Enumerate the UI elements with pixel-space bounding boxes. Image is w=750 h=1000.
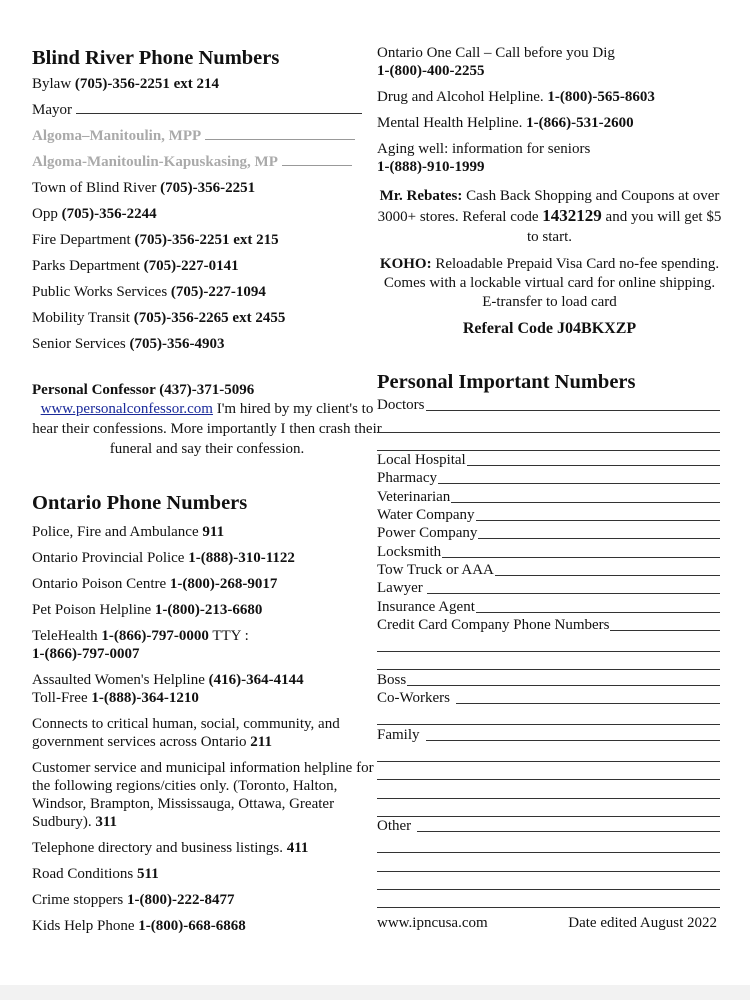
left-column: [32, 44, 382, 935]
directory-label: Telephone directory and business listings.: [32, 840, 283, 856]
mental-row: [377, 114, 722, 132]
mayor-row: [32, 101, 372, 119]
connects-phone: 211: [250, 734, 272, 750]
drug-row: [377, 88, 722, 106]
power-field[interactable]: [377, 524, 720, 542]
other-line-3[interactable]: [377, 853, 720, 871]
boss-field[interactable]: [377, 670, 720, 688]
other-line-5[interactable]: [377, 890, 720, 908]
works-phone: (705)-227-1094: [170, 284, 266, 300]
personal-heading: Personal Important Numbers: [377, 371, 636, 393]
roads-phone: 511: [137, 866, 159, 882]
mp-blank[interactable]: [282, 153, 352, 166]
opp-phone: (705)-356-2244: [61, 206, 157, 222]
rebates-text: Cash Back Shopping and Coupons at over 3000+ stores. Referal code: [377, 188, 720, 225]
ontario-opp-row: [32, 549, 372, 567]
family-label: Family: [377, 726, 420, 743]
ontario-heading: Ontario Phone Numbers: [32, 492, 248, 514]
pet-label: Pet Poison Helpline: [32, 602, 152, 618]
tow-field[interactable]: [377, 561, 720, 579]
connects-row: [32, 715, 372, 751]
insurance-field[interactable]: [377, 597, 720, 615]
credit-line-3[interactable]: [377, 652, 720, 670]
connects-text: Connects to critical human, social, community, and government services across Ontario: [32, 716, 340, 750]
footer-website: www.ipncusa.com: [377, 915, 488, 932]
footer-edited: Date edited August 2022: [568, 915, 717, 932]
pet-row: [32, 601, 372, 619]
confessor-text: [32, 399, 382, 459]
fire-phone: (705)-356-2251 ext 215: [134, 232, 279, 248]
family-line-2[interactable]: [377, 744, 720, 762]
roads-label: Road Conditions: [32, 866, 134, 882]
pharmacy-label: Pharmacy: [377, 470, 437, 487]
vet-label: Veterinarian: [377, 488, 451, 505]
hospital-field[interactable]: [377, 451, 720, 469]
bylaw-row: [32, 75, 372, 93]
women-tollfree-label: Toll-Free: [32, 690, 88, 706]
fire-label: Fire Department: [32, 232, 131, 248]
koho-code: Referal Code J04BKXZP: [462, 320, 637, 337]
mental-phone: 1-(866)-531-2600: [526, 115, 634, 131]
family-line-5[interactable]: [377, 799, 720, 817]
kids-phone: 1-(800)-668-6868: [138, 918, 246, 934]
lawyer-label: Lawyer: [377, 580, 423, 597]
water-label: Water Company: [377, 507, 475, 524]
pet-phone: 1-(800)-213-6680: [154, 602, 263, 618]
personal-form: [377, 396, 720, 908]
town-row: [32, 179, 372, 197]
works-row: [32, 283, 372, 301]
telehealth-tty-label: TTY :: [212, 628, 249, 644]
mpp-label: Algoma–Manitoulin, MPP: [32, 128, 202, 144]
mental-label: Mental Health Helpline.: [377, 115, 523, 131]
confessor-description: I'm hired by my client's to hear their confessions. More importantly I then crash their funeral and say their confession.: [32, 401, 382, 457]
locksmith-field[interactable]: [377, 542, 720, 560]
credit-line-2[interactable]: [377, 634, 720, 652]
onecall-phone: 1-(800)-400-2255: [377, 63, 485, 79]
bylaw-label: Bylaw: [32, 76, 72, 92]
telehealth-tty: 1-(866)-797-0007: [32, 646, 140, 662]
water-field[interactable]: [377, 506, 720, 524]
poison-row: [32, 575, 372, 593]
hospital-label: Local Hospital: [377, 452, 466, 469]
aging-phone: 1-(888)-910-1999: [377, 159, 485, 175]
kids-label: Kids Help Phone: [32, 918, 135, 934]
koho-name: KOHO:: [379, 256, 432, 272]
emergency-label: Police, Fire and Ambulance: [32, 524, 199, 540]
women-row: [32, 671, 372, 689]
telehealth-label: TeleHealth: [32, 628, 98, 644]
family-line-4[interactable]: [377, 780, 720, 798]
customer-row: [32, 759, 374, 831]
doctors-line-3[interactable]: [377, 433, 720, 451]
onecall-label: Ontario One Call – Call before you Dig: [377, 45, 615, 61]
drug-phone: 1-(800)-565-8603: [547, 89, 655, 105]
mp-label: Algoma-Manitoulin-Kapuskasing, MP: [32, 154, 278, 170]
family-field[interactable]: [377, 725, 720, 743]
rebates-tail: and you will get $5 to start.: [527, 209, 722, 245]
roads-row: [32, 865, 372, 883]
mayor-blank[interactable]: [76, 101, 362, 114]
mp-row: [32, 153, 372, 171]
other-line-4[interactable]: [377, 872, 720, 890]
confessor-title: Personal Confessor (437)-371-5096: [32, 382, 255, 398]
rebates-block: [377, 186, 722, 247]
ontario-opp-phone: 1-(888)-310-1122: [188, 550, 295, 566]
senior-phone: (705)-356-4903: [129, 336, 225, 352]
drug-label: Drug and Alcohol Helpline.: [377, 89, 544, 105]
ontario-opp-label: Ontario Provincial Police: [32, 550, 185, 566]
boss-label: Boss: [377, 671, 407, 688]
aging-label: Aging well: information for seniors: [377, 141, 591, 157]
transit-row: [32, 309, 372, 327]
family-line-3[interactable]: [377, 762, 720, 780]
insurance-label: Insurance Agent: [377, 598, 475, 615]
directory-phone: 411: [286, 840, 309, 856]
customer-text: Customer service and municipal information helpline for the following regions/cities only. (Toronto, Halton, Windsor, Brampton, Mississauga, Ottawa, Greater Sudbury).: [32, 760, 374, 830]
coworkers-line-2[interactable]: [377, 707, 720, 725]
crime-label: Crime stoppers: [32, 892, 124, 908]
women-phone: (416)-364-4144: [208, 672, 304, 688]
crime-row: [32, 891, 372, 909]
doctors-line-2[interactable]: [377, 414, 720, 432]
credit-label: Credit Card Company Phone Numbers: [377, 616, 610, 633]
senior-row: [32, 335, 372, 353]
locksmith-label: Locksmith: [377, 543, 442, 560]
parks-label: Parks Department: [32, 258, 140, 274]
other-line-2[interactable]: [377, 835, 720, 853]
parks-phone: (705)-227-0141: [143, 258, 239, 274]
other-label: Other: [377, 818, 412, 835]
senior-label: Senior Services: [32, 336, 126, 352]
opp-row: [32, 205, 372, 223]
power-label: Power Company: [377, 525, 478, 542]
other-field[interactable]: [377, 817, 720, 835]
fire-row: [32, 231, 372, 249]
poison-phone: 1-(800)-268-9017: [169, 576, 278, 592]
emergency-phone: 911: [202, 524, 225, 540]
emergency-row: [32, 523, 372, 541]
coworkers-label: Co-Workers: [377, 690, 450, 707]
credit-field[interactable]: [377, 616, 720, 634]
parks-row: [32, 257, 372, 275]
kids-row: [32, 917, 372, 935]
confessor-link[interactable]: www.personalconfessor.com: [40, 401, 213, 417]
women-label: Assaulted Women's Helpline: [32, 672, 205, 688]
footer: [377, 914, 717, 932]
directory-row: [32, 839, 372, 857]
right-column: [377, 44, 722, 932]
doctors-label: Doctors: [377, 397, 425, 414]
vet-field[interactable]: [377, 487, 720, 505]
bylaw-phone: (705)-356-2251 ext 214: [74, 76, 220, 92]
rebates-name: Mr. Rebates:: [379, 188, 463, 204]
koho-text: Reloadable Prepaid Visa Card no-fee spending. Comes with a lockable virtual card for online shipping. E-transfer to load card: [383, 256, 720, 310]
poison-label: Ontario Poison Centre: [32, 576, 167, 592]
opp-label: Opp: [32, 206, 58, 222]
lawyer-field[interactable]: [377, 579, 720, 597]
town-phone: (705)-356-2251: [160, 180, 256, 196]
telehealth-row: [32, 627, 372, 645]
blind-river-heading: Blind River Phone Numbers: [32, 47, 280, 69]
town-label: Town of Blind River: [32, 180, 157, 196]
transit-label: Mobility Transit: [32, 310, 130, 326]
crime-phone: 1-(800)-222-8477: [127, 892, 235, 908]
mpp-row: [32, 127, 372, 145]
koho-block: [377, 255, 722, 312]
transit-phone: (705)-356-2265 ext 2455: [133, 310, 286, 326]
pharmacy-field[interactable]: [377, 469, 720, 487]
mayor-label: Mayor: [32, 102, 72, 118]
mpp-blank[interactable]: [205, 127, 355, 140]
telehealth-phone: 1-(866)-797-0000: [101, 628, 209, 644]
women-tollfree-phone: 1-(888)-364-1210: [91, 690, 199, 706]
tow-label: Tow Truck or AAA: [377, 561, 494, 578]
doctors-field[interactable]: [377, 396, 720, 414]
coworkers-field[interactable]: [377, 689, 720, 707]
women-tollfree-row: [32, 689, 372, 707]
works-label: Public Works Services: [32, 284, 168, 300]
rebates-code: 1432129: [542, 206, 602, 225]
customer-phone: 311: [95, 814, 118, 830]
